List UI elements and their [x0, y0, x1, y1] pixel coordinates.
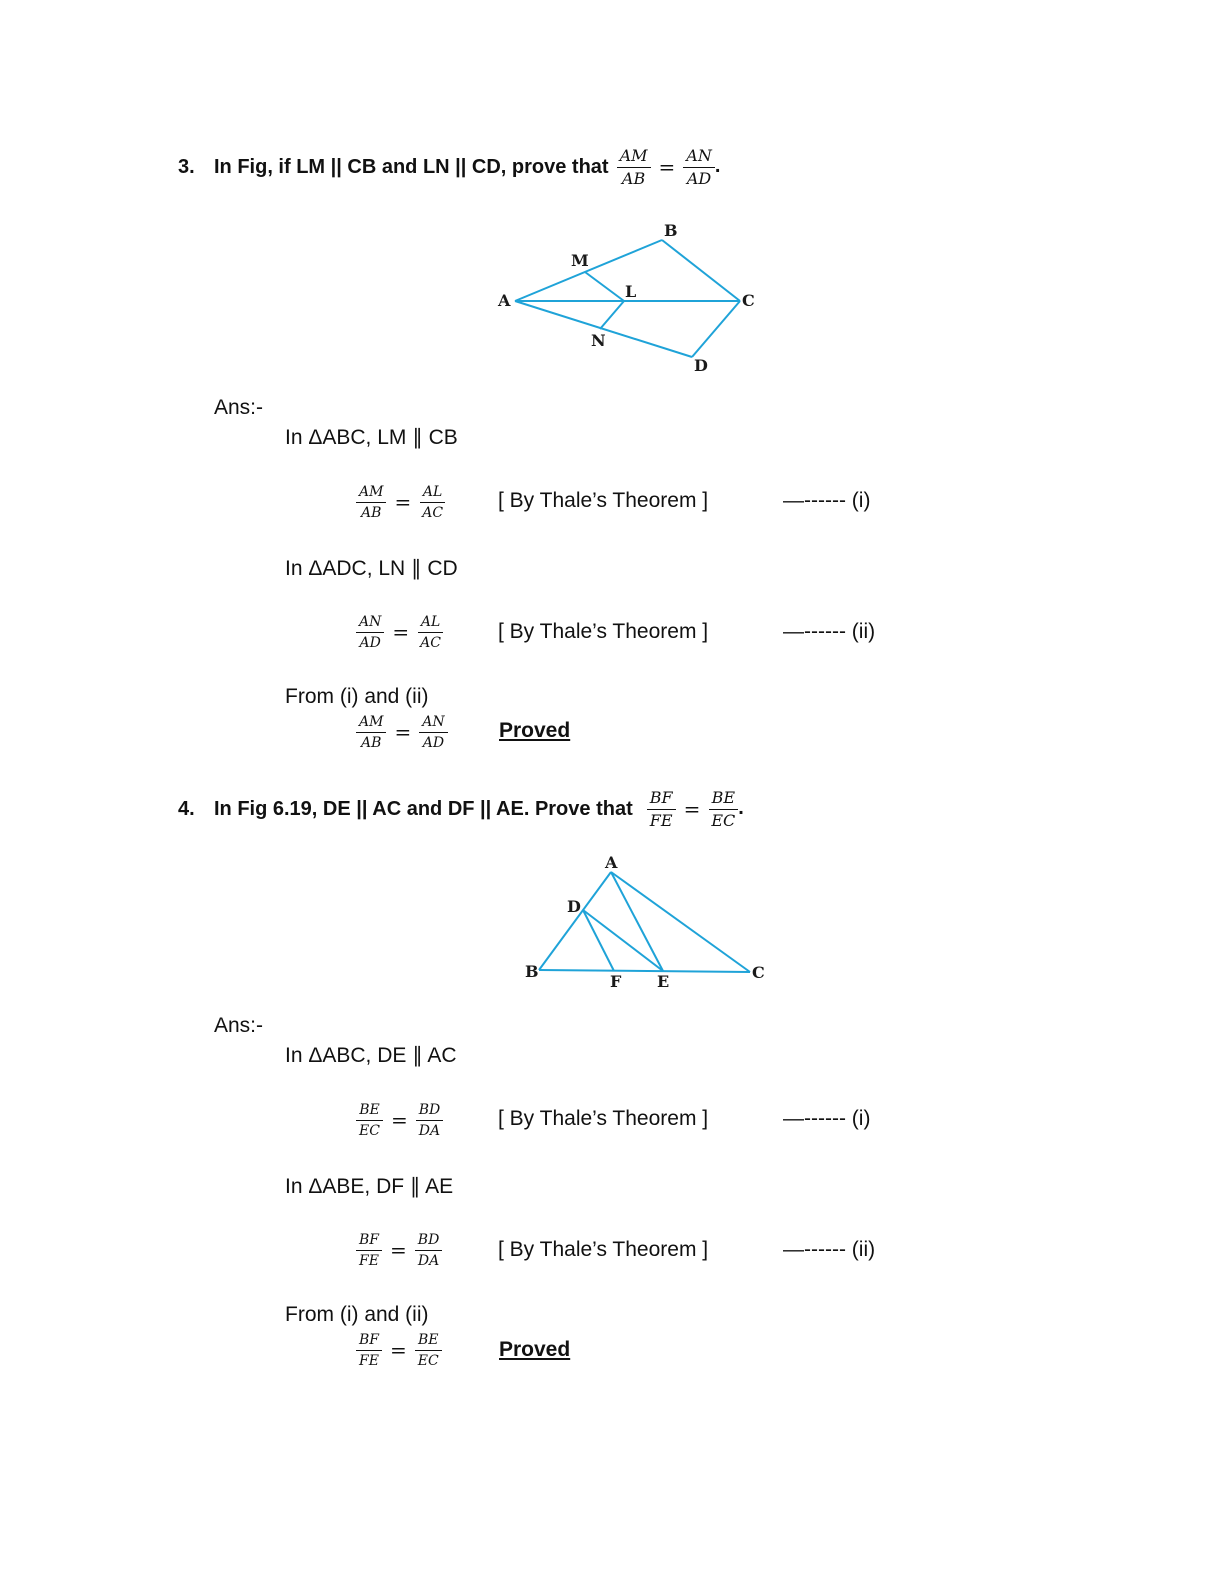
question-number: 3. — [178, 155, 195, 178]
equation-reference: —------ (i) — [783, 1107, 871, 1130]
conclusion-equation — [356, 1332, 442, 1368]
vertex-label-e: E — [657, 972, 670, 991]
vertex-label-f: F — [610, 972, 622, 991]
step-equation — [356, 1232, 442, 1268]
vertex-label-c: C — [752, 963, 765, 982]
figure-triangle-abc — [510, 850, 780, 995]
equals-sign: = — [394, 720, 412, 744]
vertex-label-a: A — [605, 853, 618, 872]
fraction: $\frac{BF}{FE}$ — [356, 1333, 382, 1368]
equals-sign: = — [390, 1238, 407, 1262]
fraction: $\frac{AN}{AD}$ — [419, 715, 447, 750]
question-text: In Fig 6.19, DE || AC and DF || AE. Prove that — [214, 797, 633, 820]
fraction: $\frac{AM}{AB}$ — [356, 485, 386, 520]
fraction: $\frac{BD}{DA}$ — [416, 1103, 444, 1138]
theorem-reason: [ By Thale’s Theorem ] — [498, 1107, 709, 1130]
vertex-label-d: D — [694, 356, 708, 375]
equation-reference: —------ (i) — [783, 489, 871, 512]
theorem-reason: [ By Thale’s Theorem ] — [498, 1238, 709, 1261]
equals-sign: = — [683, 797, 701, 821]
fraction: $\frac{AN}{AD}$ — [356, 615, 384, 650]
vertex-label-a: A — [498, 291, 511, 310]
step-equation — [356, 614, 444, 650]
step-equation — [356, 1102, 443, 1138]
figure-quadrilateral-abcd — [490, 215, 770, 385]
vertex-label-b: B — [664, 221, 678, 240]
fraction: $\frac{BE}{EC}$ — [356, 1103, 383, 1138]
fraction: $\frac{AM}{AB}$ — [356, 715, 386, 750]
step-statement: In ΔADC, LN ∥ CD — [285, 557, 458, 580]
fraction: $\frac{AL}{AC}$ — [417, 615, 444, 650]
equals-sign: = — [390, 1338, 407, 1362]
equals-sign: = — [392, 620, 410, 644]
fraction: $\frac{BE}{EC}$ — [415, 1333, 442, 1368]
equation-reference: —------ (ii) — [783, 1238, 876, 1261]
fraction: $\frac{BE}{EC}$ — [708, 790, 738, 829]
equation-reference: —------ (ii) — [783, 620, 876, 643]
equals-sign: = — [658, 155, 676, 179]
step-equation — [356, 484, 446, 520]
vertex-label-n: N — [591, 331, 606, 350]
fraction: $\frac{AL}{AC}$ — [419, 485, 446, 520]
question-3-title: 3. In Fig, if LM || CB and LN || CD, prove that $\frac{AM}{AB}$ = $\frac{AN}{AD}$ . — [178, 145, 721, 188]
fraction: $\frac{BF}{FE}$ — [356, 1233, 382, 1268]
proved-label: Proved — [499, 1338, 571, 1361]
proved-label: Proved — [499, 719, 571, 742]
figure-lines — [539, 872, 750, 972]
vertex-label-l: L — [625, 282, 637, 301]
vertex-label-b: B — [525, 962, 539, 981]
fraction: $\frac{AM}{AB}$ — [617, 148, 651, 187]
fraction: $\frac{BD}{DA}$ — [415, 1233, 443, 1268]
step-statement: In ΔABE, DF ∥ AE — [285, 1175, 454, 1198]
question-text: In Fig, if LM || CB and LN || CD, prove that — [214, 155, 609, 178]
answer-label: Ans:- — [214, 396, 264, 419]
vertex-label-d: D — [567, 897, 581, 916]
answer-label: Ans:- — [214, 1014, 264, 1037]
conclusion-statement: From (i) and (ii) — [285, 1303, 429, 1326]
question-number: 4. — [178, 797, 195, 820]
conclusion-equation — [356, 714, 448, 750]
step-statement: In ΔABC, LM ∥ CB — [285, 426, 458, 449]
equals-sign: = — [394, 490, 412, 514]
question-4-title: 4. In Fig 6.19, DE || AC and DF || AE. Prove that $\frac{BF}{FE}$ = $\frac{BE}{EC}$ . — [178, 787, 744, 830]
theorem-reason: [ By Thale’s Theorem ] — [498, 620, 709, 643]
fraction: $\frac{BF}{FE}$ — [647, 790, 676, 829]
equals-sign: = — [390, 1108, 408, 1132]
vertex-label-m: M — [571, 251, 589, 270]
vertex-label-c: C — [742, 291, 755, 310]
conclusion-statement: From (i) and (ii) — [285, 685, 429, 708]
step-statement: In ΔABC, DE ∥ AC — [285, 1044, 457, 1067]
fraction: $\frac{AN}{AD}$ — [683, 148, 715, 187]
theorem-reason: [ By Thale’s Theorem ] — [498, 489, 709, 512]
